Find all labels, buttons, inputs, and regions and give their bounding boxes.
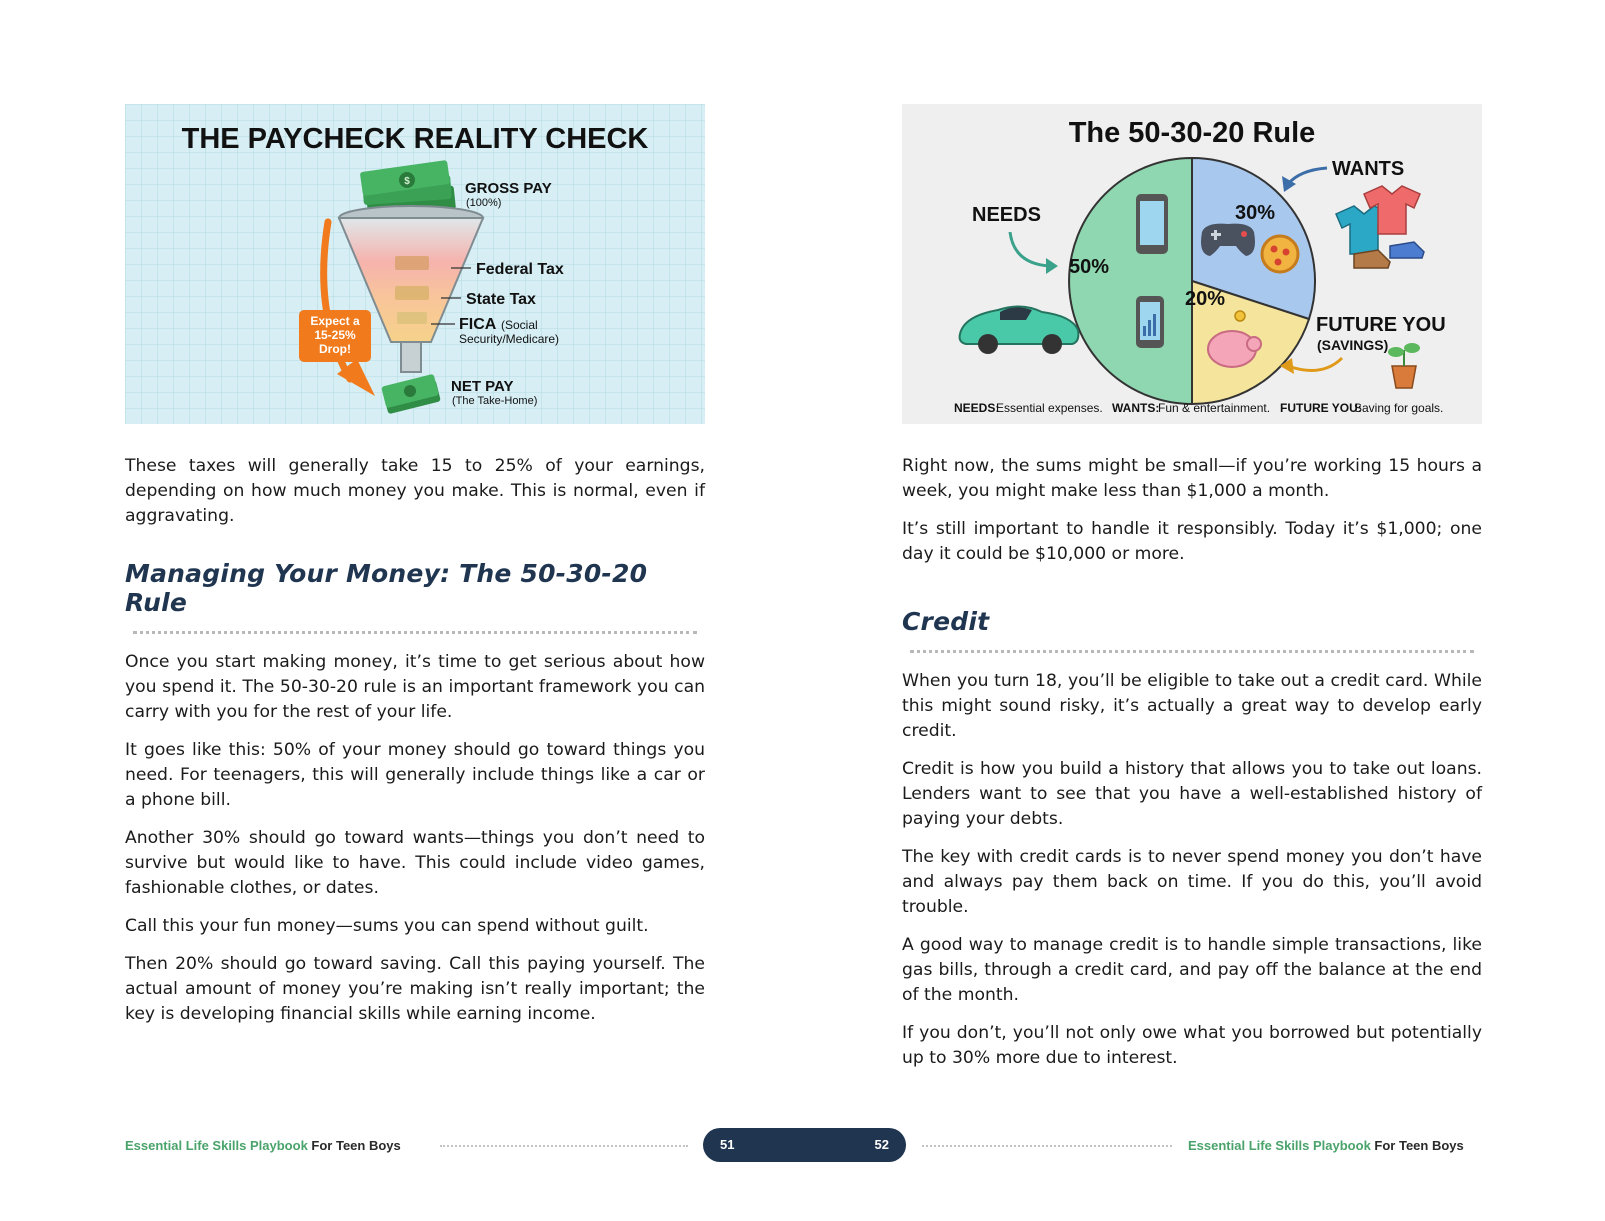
budget-pie-chart <box>1069 158 1315 404</box>
paycheck-reality-check-infographic <box>125 104 705 424</box>
pizza-icon <box>1262 236 1298 272</box>
footer-book-title-right <box>1188 1138 1464 1153</box>
footer-dots-right <box>922 1145 1172 1147</box>
right-paragraph-2: Credit is how you build a history that allows you to take out loans. Lenders want to see that you have a well-established history of paying your debts. <box>902 759 1482 829</box>
rule-legend <box>954 401 1443 415</box>
page-footer <box>0 1126 1605 1166</box>
credit-heading-divider <box>910 650 1474 653</box>
state-tax-label: State Tax <box>466 291 536 308</box>
legend-wants-value: Fun & entertainment. <box>1158 401 1271 415</box>
future-you-label: FUTURE YOU <box>1316 314 1446 336</box>
right-page-column <box>902 104 1482 1084</box>
tax-intro-paragraph: These taxes will generally take 15 to 25% of your earnings, depending on how much money you make. This is normal, even if aggravating. <box>125 456 705 526</box>
legend-needs-value: Essential expenses. <box>996 401 1103 415</box>
needs-percent: 50% <box>1069 256 1110 278</box>
paycheck-infographic-svg <box>125 104 705 424</box>
fifty-thirty-twenty-infographic <box>902 104 1482 424</box>
legend-future-key: FUTURE YOU: <box>1280 401 1362 415</box>
right-paragraph-3: The key with credit cards is to never spend money you don’t have and always pay them back on time. If you do this, you’ll avoid trouble. <box>902 847 1482 917</box>
expect-drop-badge <box>299 310 371 362</box>
legend-wants-key: WANTS: <box>1112 401 1160 415</box>
wants-percent: 30% <box>1235 202 1276 224</box>
gross-pay-label: GROSS PAY <box>465 180 552 197</box>
legend-future-value: Saving for goals. <box>1354 401 1444 415</box>
right-paragraph-top-1: Right now, the sums might be small—if you’re working 15 hours a week, you might make less than $1,000 a month. <box>902 456 1482 501</box>
left-paragraph-1: Once you start making money, it’s time to get serious about how you spend it. The 50-30-20 rule is an important framework you can carry with you for the rest of your life. <box>125 652 705 722</box>
left-page-column <box>125 104 705 1040</box>
phone-icon <box>1136 194 1168 254</box>
future-percent: 20% <box>1185 288 1226 310</box>
legend-needs-key: NEEDS: <box>954 401 1000 415</box>
expect-line-1: Expect a <box>310 314 360 328</box>
federal-tax-label: Federal Tax <box>476 261 564 278</box>
footer-brand-green-right: Essential Life Skills Playbook <box>1188 1138 1371 1153</box>
left-paragraph-5: Then 20% should go toward saving. Call this paying yourself. The actual amount of money you’re making isn’t really important; the key is developing financial skills while earning income. <box>125 954 705 1024</box>
left-paragraph-2: It goes like this: 50% of your money should go toward things you need. For teenagers, this will generally include things like a car or a phone bill. <box>125 740 705 810</box>
left-paragraph-3: Another 30% should go toward wants—things you don’t need to survive but would like to have. This could include video games, fashionable clothes, or dates. <box>125 828 705 898</box>
footer-brand-dark-left: For Teen Boys <box>311 1138 401 1153</box>
right-paragraph-4: A good way to manage credit is to handle simple transactions, like gas bills, through a credit card, and pay off the balance at the end of the month. <box>902 935 1482 1005</box>
footer-dots-left <box>440 1145 688 1147</box>
fica-label: FICA <box>459 316 497 333</box>
right-paragraph-top-2: It’s still important to handle it responsibly. Today it’s $1,000; one day it could be $10,000 or more. <box>902 519 1482 564</box>
rule-infographic-svg <box>902 104 1482 424</box>
wants-label: WANTS <box>1332 158 1405 180</box>
footer-brand-dark-right: For Teen Boys <box>1374 1138 1464 1153</box>
credit-heading: Credit <box>902 607 990 636</box>
fica-note-line2: Security/Medicare) <box>459 332 560 346</box>
right-paragraph-5: If you don’t, you’ll not only owe what you borrowed but potentially up to 30% more due to interest. <box>902 1023 1482 1068</box>
right-paragraph-1: When you turn 18, you’ll be eligible to take out a credit card. While this might sound risky, it’s actually a great way to develop early credit. <box>902 671 1482 741</box>
rule-title: The 50-30-20 Rule <box>1068 117 1316 149</box>
page-number-left: 51 <box>720 1137 735 1152</box>
page-number-pill <box>703 1128 906 1162</box>
left-paragraph-4: Call this your fun money—sums you can spend without guilt. <box>125 916 649 936</box>
net-pay-note: (The Take-Home) <box>452 395 538 407</box>
page-number-right: 52 <box>874 1137 889 1152</box>
footer-book-title-left <box>125 1138 401 1153</box>
footer-brand-green-left: Essential Life Skills Playbook <box>125 1138 308 1153</box>
fica-note-line1: (Social <box>501 318 538 332</box>
paycheck-title: THE PAYCHECK REALITY CHECK <box>181 123 649 155</box>
savings-label: (SAVINGS) <box>1317 337 1389 353</box>
managing-money-heading: Managing Your Money: The 50-30-20 Rule <box>125 559 648 617</box>
net-pay-label: NET PAY <box>451 378 514 395</box>
smartphone-chart-icon <box>1136 296 1164 348</box>
heading-divider <box>133 631 697 634</box>
svg-text:$: $ <box>404 176 410 187</box>
expect-line-3: Drop! <box>319 342 351 356</box>
expect-line-2: 15-25% <box>314 328 356 342</box>
needs-label: NEEDS <box>972 204 1041 226</box>
gross-pay-percent: (100%) <box>466 197 502 209</box>
